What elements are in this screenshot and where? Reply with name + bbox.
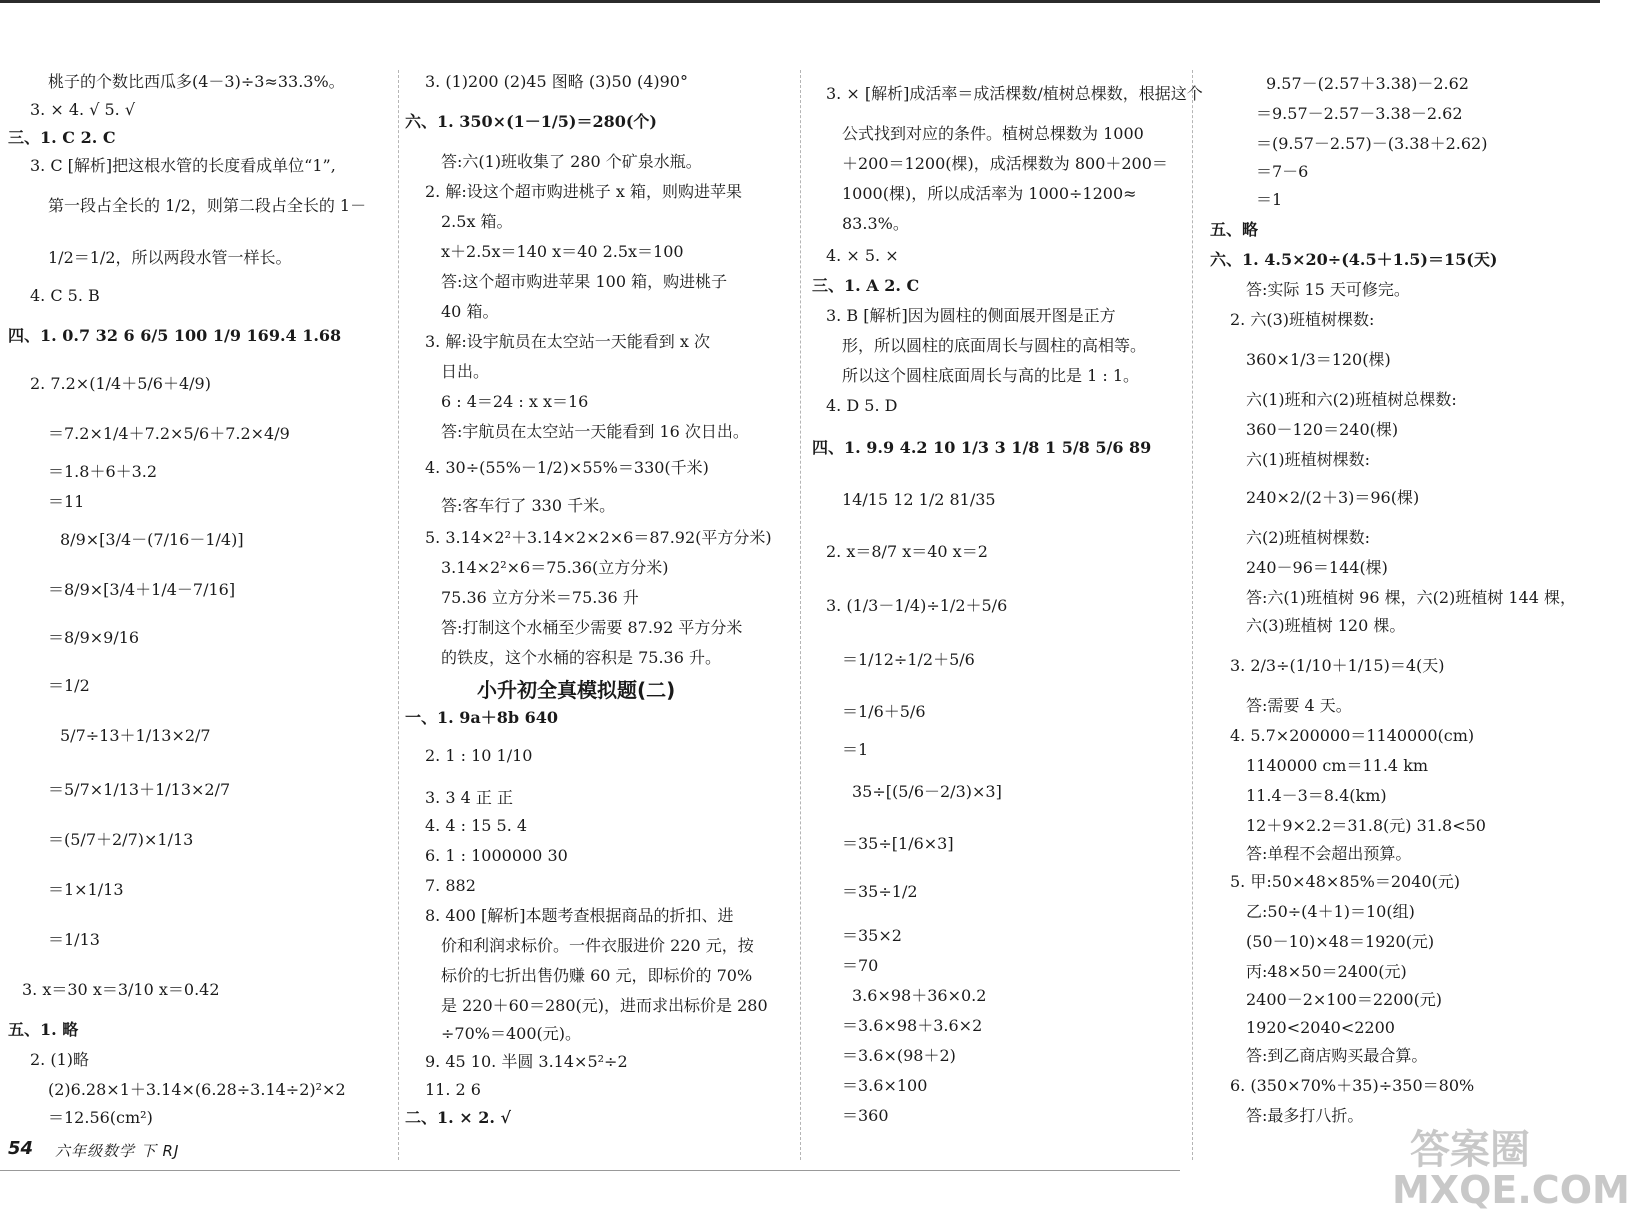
answer-line: ＝1/2 [48, 676, 90, 695]
answer-line: 2.5x 箱。 [441, 212, 513, 231]
answer-line: ＝9.57－2.57－3.38－2.62 [1256, 104, 1463, 123]
answer-line: 的铁皮，这个水桶的容积是 75.36 升。 [441, 648, 721, 667]
answer-line: 3. × [解析]成活率＝成活棵数/植树总棵数，根据这个 [826, 84, 1203, 103]
answer-line: 1920<2040<2200 [1246, 1018, 1395, 1037]
answer-line: 六(3)班植树 120 棵。 [1246, 616, 1406, 635]
answer-line: 75.36 立方分米＝75.36 升 [441, 588, 639, 607]
answer-line: 六(1)班和六(2)班植树总棵数: [1246, 390, 1457, 409]
answer-line: ＝(9.57－2.57)－(3.38＋2.62) [1256, 134, 1488, 153]
answer-line: 5. 3.14×2²＋3.14×2×2×6＝87.92(平方分米) [425, 528, 772, 547]
answer-line: 乙:50÷(4＋1)＝10(组) [1246, 902, 1415, 921]
answer-line: 答:需要 4 天。 [1246, 696, 1352, 715]
section-heading: 一、1. 9a＋8b 640 [405, 708, 559, 727]
section-heading: 三、1. A 2. C [812, 276, 920, 295]
answer-line: 2. 解:设这个超市购进桃子 x 箱，则购进苹果 [425, 182, 742, 201]
answer-line: 2. (1)略 [30, 1050, 90, 1069]
section-heading: 四、1. 0.7 32 6 6/5 100 1/9 169.4 1.68 [8, 326, 342, 345]
answer-line: ＝360 [842, 1106, 889, 1125]
answer-line: 1/2＝1/2，所以两段水管一样长。 [48, 248, 292, 267]
answer-line: 3. × 4. √ 5. √ [30, 100, 136, 119]
answer-line: 六(2)班植树棵数: [1246, 528, 1371, 547]
answer-line: 日出。 [441, 362, 490, 381]
answer-line: 公式找到对应的条件。植树总棵数为 1000 [842, 124, 1144, 143]
answer-line: ＝35÷[1/6×3] [842, 834, 954, 853]
column-2 [405, 0, 790, 1160]
answer-line: 6. (350×70%＋35)÷350＝80% [1230, 1076, 1475, 1095]
answer-line: ＝12.56(cm²) [48, 1108, 153, 1127]
section-heading: 六、1. 350×(1－1/5)＝280(个) [405, 112, 658, 131]
answer-line: ＝35÷1/2 [842, 882, 918, 901]
answer-line: 第一段占全长的 1/2，则第二段占全长的 1－ [48, 196, 367, 215]
answer-line: 六(1)班植树棵数: [1246, 450, 1371, 469]
answer-line: 是 220＋60＝280(元)，进而求出标价是 280 [441, 996, 768, 1015]
answer-line: (2)6.28×1＋3.14×(6.28÷3.14÷2)²×2 [48, 1080, 346, 1099]
section-heading: 二、1. × 2. √ [405, 1108, 512, 1127]
answer-line: ＝3.6×100 [842, 1076, 928, 1095]
answer-line: 答:六(1)班收集了 280 个矿泉水瓶。 [441, 152, 702, 171]
answer-line: 35÷[(5/6－2/3)×3] [852, 782, 1002, 801]
answer-line: 答:六(1)班植树 96 棵，六(2)班植树 144 棵， [1246, 588, 1576, 607]
answer-line: 6 : 4＝24 : x x＝16 [441, 392, 589, 411]
answer-line: 5. 甲:50×48×85%＝2040(元) [1230, 872, 1461, 891]
answer-line: 3. 解:设宇航员在太空站一天能看到 x 次 [425, 332, 710, 351]
answer-line: 答:打制这个水桶至少需要 87.92 平方分米 [441, 618, 743, 637]
answer-line: ＝35×2 [842, 926, 902, 945]
answer-line: 2400－2×100＝2200(元) [1246, 990, 1443, 1009]
answer-line: 答:宇航员在太空站一天能看到 16 次日出。 [441, 422, 749, 441]
answer-line: 12＋9×2.2＝31.8(元) 31.8<50 [1246, 816, 1486, 835]
section-heading: 三、1. C 2. C [8, 128, 116, 147]
column-divider [800, 70, 801, 1160]
answer-line: 形，所以圆柱的底面周长与圆柱的高相等。 [842, 336, 1147, 355]
answer-line: 240－96＝144(棵) [1246, 558, 1388, 577]
answer-line: ＝1/12÷1/2＋5/6 [842, 650, 975, 669]
answer-line: x＋2.5x＝140 x＝40 2.5x＝100 [441, 242, 684, 261]
column-divider [398, 70, 399, 1160]
answer-line: 3.6×98＋36×0.2 [852, 986, 987, 1005]
section-title: 小升初全真模拟题(二) [477, 678, 676, 702]
answer-line: 3. B [解析]因为圆柱的侧面展开图是正方 [826, 306, 1116, 325]
answer-line: 3. (1/3－1/4)÷1/2＋5/6 [826, 596, 1008, 615]
answer-line: ＝5/7×1/13＋1/13×2/7 [48, 780, 231, 799]
answer-line: (50－10)×48＝1920(元) [1246, 932, 1435, 951]
answer-line: 3. C [解析]把这根水管的长度看成单位“1”, [30, 156, 336, 175]
answer-line: ＝1 [842, 740, 869, 759]
answer-line: 11.4－3＝8.4(km) [1246, 786, 1387, 805]
answer-line: ＝1×1/13 [48, 880, 124, 899]
answer-line: 答:最多打八折。 [1246, 1106, 1364, 1125]
answer-line: 2. 六(3)班植树棵数: [1230, 310, 1375, 329]
answer-line: 答:到乙商店购买最合算。 [1246, 1046, 1428, 1065]
answer-line: ＝7－6 [1256, 162, 1309, 181]
answer-line: ＝(5/7＋2/7)×1/13 [48, 830, 194, 849]
section-heading: 四、1. 9.9 4.2 10 1/3 3 1/8 1 5/8 5/6 89 [812, 438, 1152, 457]
answer-line: ＝8/9×[3/4＋1/4－7/16] [48, 580, 236, 599]
answer-line: 5/7÷13＋1/13×2/7 [60, 726, 211, 745]
answer-line: 3. (1)200 (2)45 图略 (3)50 (4)90° [425, 72, 688, 91]
answer-line: ＝70 [842, 956, 879, 975]
watermark-url: MXQE.COM [1392, 1168, 1630, 1212]
answer-line: 3. x＝30 x＝3/10 x＝0.42 [22, 980, 220, 999]
answer-line: 240×2/(2＋3)＝96(棵) [1246, 488, 1420, 507]
answer-line: ＝3.6×(98＋2) [842, 1046, 956, 1065]
answer-line: 答:客车行了 330 千米。 [441, 496, 616, 515]
answer-line: 360×1/3＝120(棵) [1246, 350, 1391, 369]
answer-line: 2. 7.2×(1/4＋5/6＋4/9) [30, 374, 211, 393]
answer-line: 40 箱。 [441, 302, 499, 321]
page-number: 54 [8, 1138, 34, 1159]
answer-line: 答:单程不会超出预算。 [1246, 844, 1412, 863]
answer-line: 83.3%。 [842, 214, 909, 233]
answer-line: 4. × 5. × [826, 246, 899, 265]
watermark-logo: 答案圈 [1410, 1127, 1530, 1173]
column-4 [1210, 0, 1600, 1160]
answer-line: 6. 1 : 1000000 30 [425, 846, 568, 865]
answer-line: 2. x＝8/7 x＝40 x＝2 [826, 542, 988, 561]
answer-line: 4. C 5. B [30, 286, 100, 305]
answer-line: ＝1/6＋5/6 [842, 702, 926, 721]
answer-line: 丙:48×50＝2400(元) [1246, 962, 1407, 981]
answer-line: 9.57－(2.57＋3.38)－2.62 [1266, 74, 1469, 93]
answer-line: 桃子的个数比西瓜多(4－3)÷3≈33.3%。 [48, 72, 345, 91]
answer-line: 4. 30÷(55%－1/2)×55%＝330(千米) [425, 458, 709, 477]
answer-line: 标价的七折出售仍赚 60 元，即标价的 70% [441, 966, 753, 985]
answer-line: ＝1.8＋6＋3.2 [48, 462, 158, 481]
answer-line: 7. 882 [425, 876, 476, 895]
answer-line: ＝8/9×9/16 [48, 628, 140, 647]
answer-line: 1140000 cm＝11.4 km [1246, 756, 1429, 775]
column-1 [0, 0, 392, 1160]
answer-line: ÷70%＝400(元)。 [441, 1024, 581, 1043]
answer-line: 8/9×[3/4－(7/16－1/4)] [60, 530, 244, 549]
section-heading: 五、1. 略 [8, 1020, 79, 1039]
answer-line: 14/15 12 1/2 81/35 [842, 490, 996, 509]
answer-line: 3. 2/3÷(1/10＋1/15)＝4(天) [1230, 656, 1445, 675]
answer-line: 3.14×2²×6＝75.36(立方分米) [441, 558, 669, 577]
answer-line: 4. D 5. D [826, 396, 898, 415]
answer-line: ＝1/13 [48, 930, 100, 949]
book-title: 六年级数学 下 RJ [55, 1142, 180, 1160]
answer-line: 11. 2 6 [425, 1080, 481, 1099]
answer-line: ＝11 [48, 492, 85, 511]
answer-line: 1000(棵)，所以成活率为 1000÷1200≈ [842, 184, 1137, 203]
answer-line: 9. 45 10. 半圆 3.14×5²÷2 [425, 1052, 628, 1071]
answer-line: 答:这个超市购进苹果 100 箱，购进桃子 [441, 272, 728, 291]
answer-line: ＝7.2×1/4＋7.2×5/6＋7.2×4/9 [48, 424, 290, 443]
bottom-rule [0, 1170, 1180, 1171]
column-3 [812, 0, 1205, 1160]
answer-line: 3. 3 4 正 正 [425, 788, 513, 807]
answer-line: 答:实际 15 天可修完。 [1246, 280, 1410, 299]
answer-line: 所以这个圆柱底面周长与高的比是 1 : 1。 [842, 366, 1140, 385]
answer-line: 360－120＝240(棵) [1246, 420, 1399, 439]
section-heading: 六、1. 4.5×20÷(4.5＋1.5)＝15(天) [1210, 250, 1498, 269]
answer-line: 4. 5.7×200000＝1140000(cm) [1230, 726, 1475, 745]
answer-line: ＋200＝1200(棵)，成活棵数为 800＋200＝ [842, 154, 1168, 173]
section-heading: 五、略 [1210, 220, 1259, 239]
answer-line: ＝1 [1256, 190, 1283, 209]
answer-line: 2. 1 : 10 1/10 [425, 746, 533, 765]
column-divider [1192, 70, 1193, 1160]
answer-line: 4. 4 : 15 5. 4 [425, 816, 528, 835]
answer-line: ＝3.6×98＋3.6×2 [842, 1016, 983, 1035]
answer-line: 价和利润求标价。一件衣服进价 220 元，按 [441, 936, 754, 955]
answer-line: 8. 400 [解析]本题考查根据商品的折扣、进 [425, 906, 734, 925]
